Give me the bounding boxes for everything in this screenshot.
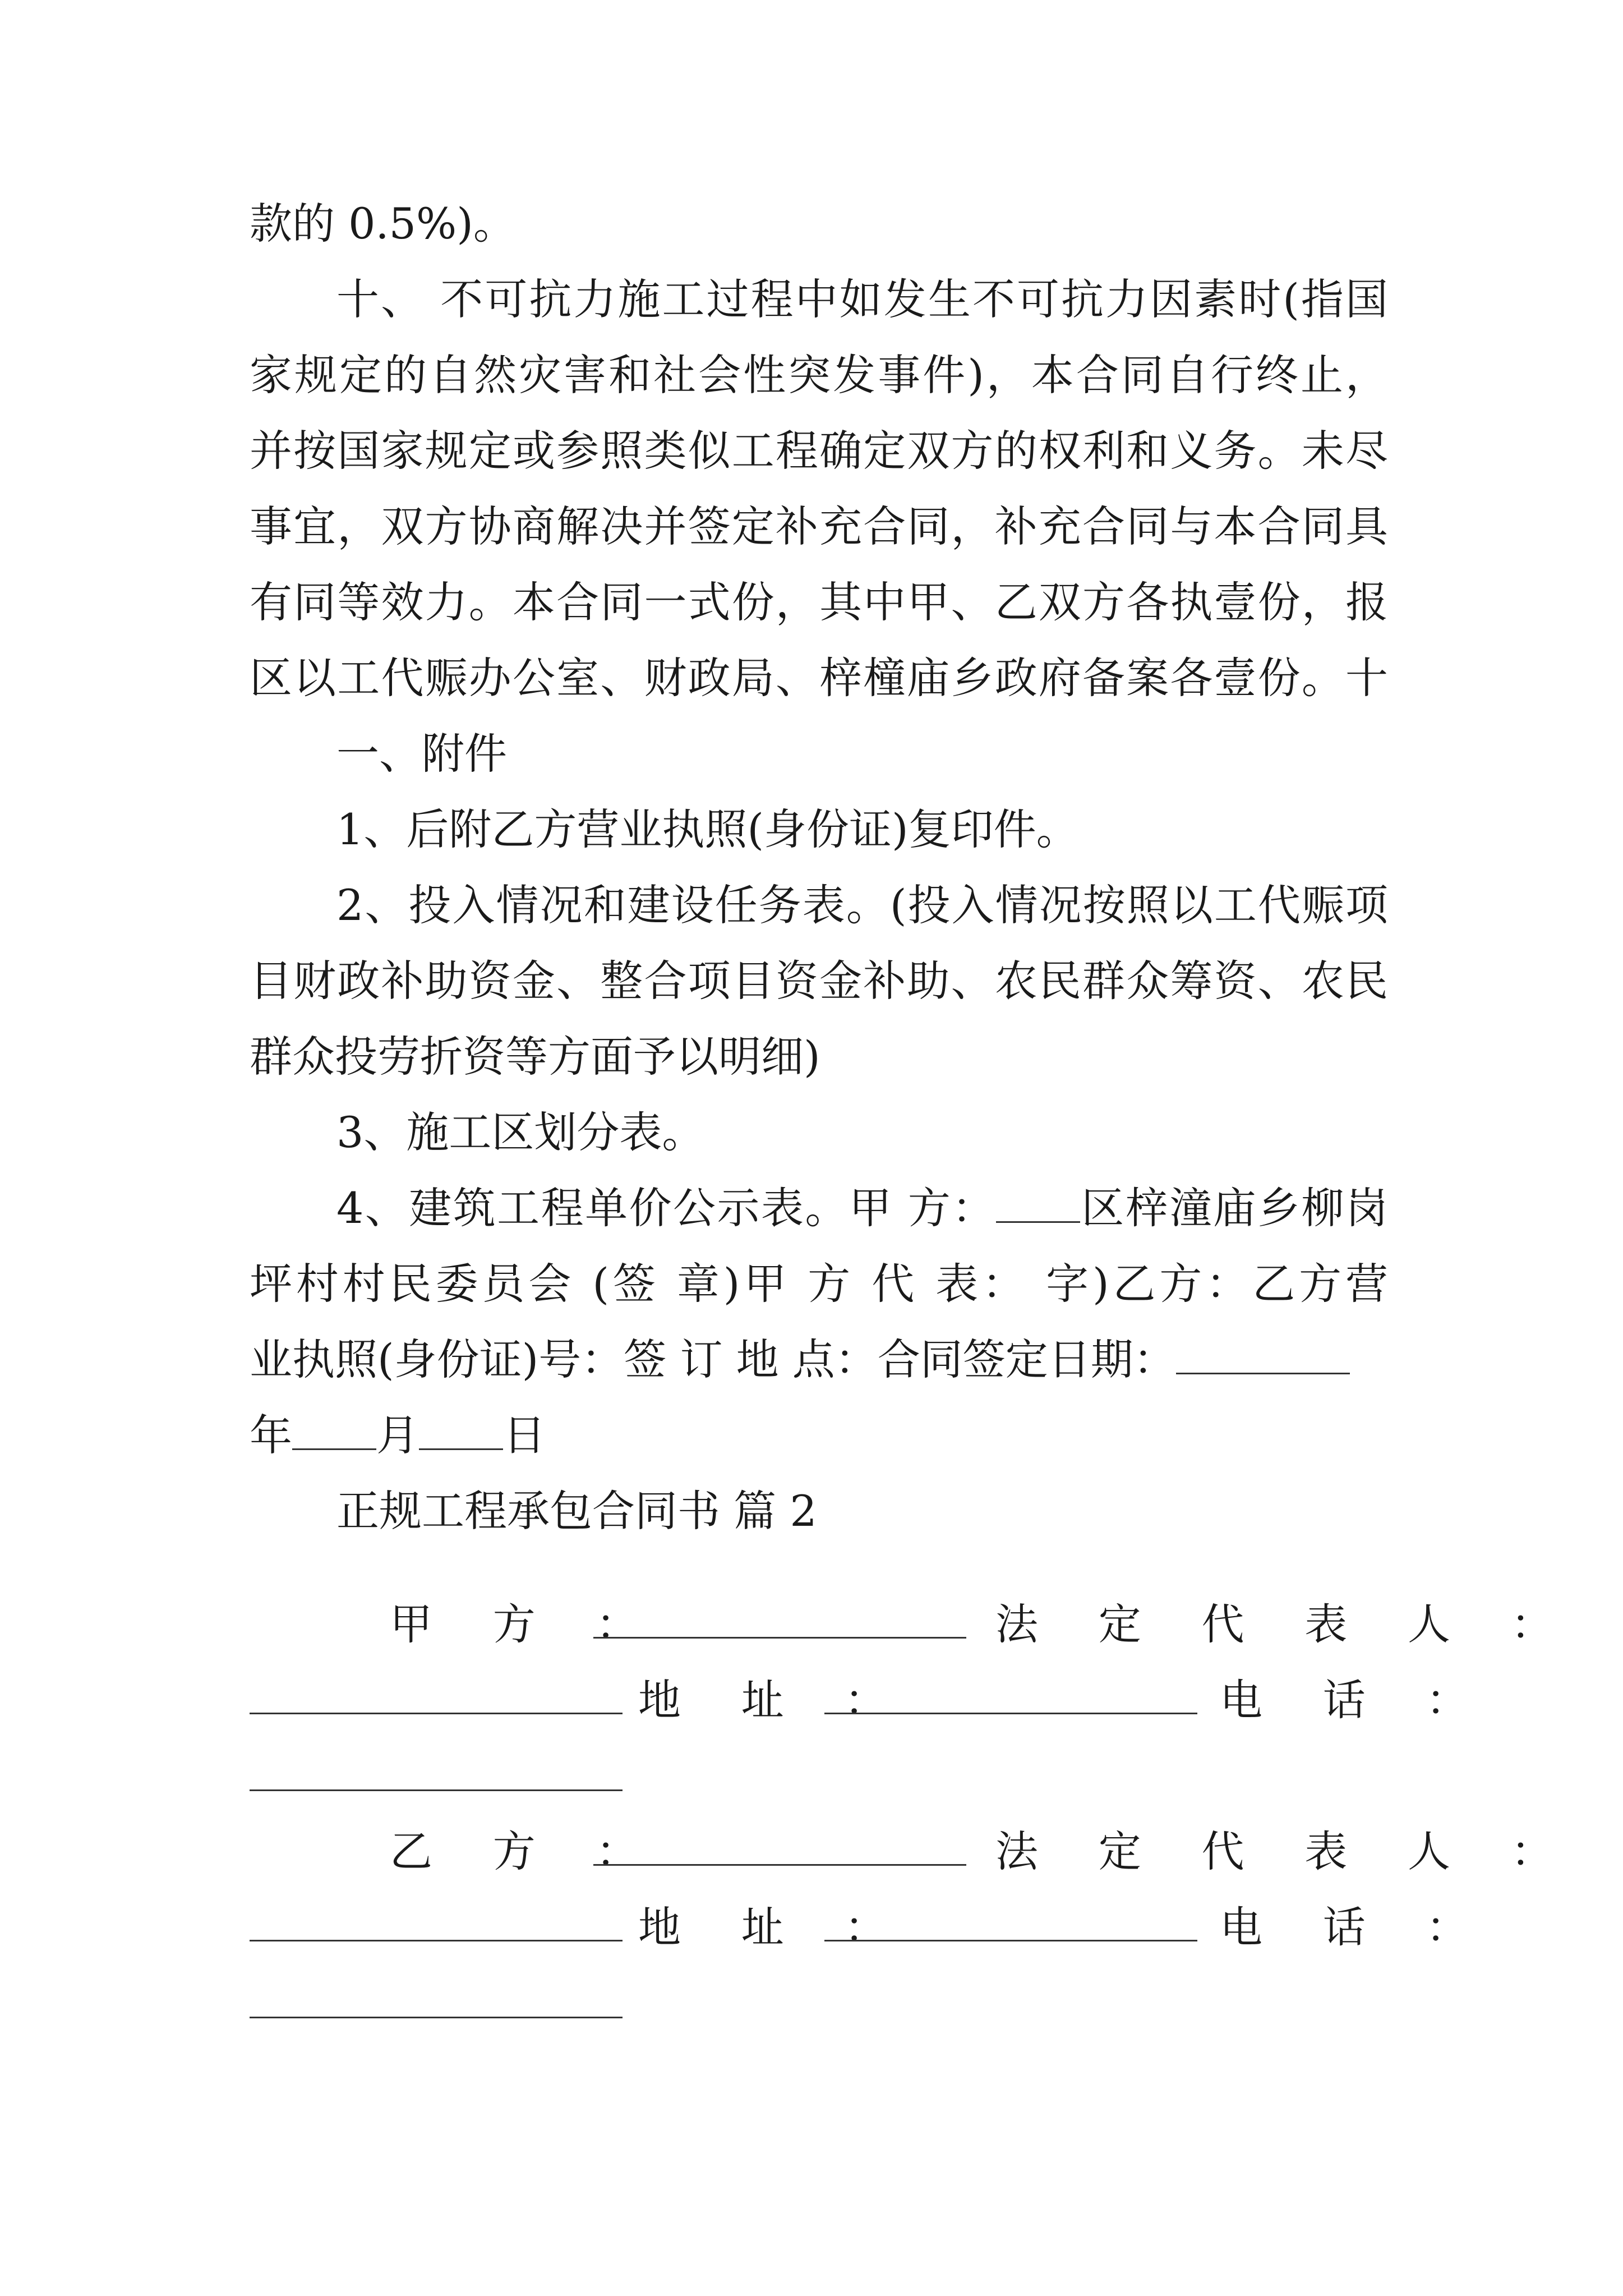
sign-date-blank [1176,1339,1350,1374]
party-b-label: 乙 方 ： [390,1826,662,1876]
attachments-heading: 一、附件 [336,729,507,779]
party-a-name-blank [593,1637,966,1639]
clause-10-line-5: 有同等效力。本合同一式份，其中甲、乙双方各执壹份，报 [250,577,1388,627]
party-a-address-blank [824,1713,1197,1714]
date-line [250,1397,1388,1474]
item4-text-a: 4、建筑工程单价公示表。甲 方： [336,1183,996,1233]
party-b-name-blank [593,1864,966,1866]
body-line-1: 款的 0.5%)。 [250,199,516,249]
date-month: 月 [376,1410,419,1460]
date-day: 日 [503,1410,546,1460]
attachment-item-2-line-2: 目财政补助资金、整合项目资金补助、农民群众筹资、农民 [250,956,1388,1006]
signature-line-1: 坪村村民委员会 (签 章)甲 方 代 表： 字)乙方：乙方营 [250,1259,1388,1309]
party-b-phone-blank [250,2017,623,2018]
section-title: 正规工程承包合同书 篇 2 [336,1486,817,1536]
party-a-rep-blank [250,1713,623,1714]
district-blank [996,1188,1080,1223]
clause-10-line-3: 并按国家规定或参照类似工程确定双方的权利和义务。未尽 [250,426,1388,476]
party-b-rep-blank [250,1940,623,1941]
attachment-item-2-line-1: 2、投入情况和建设任务表。(投入情况按照以工代赈项 [336,880,1388,930]
attachment-item-4-line-1 [336,1170,1388,1246]
signature-line-2-text: 业执照(身份证)号：签 订 地 点：合同签定日期： [250,1335,1176,1384]
day-blank [419,1415,503,1450]
clause-10-line-6: 区以工代赈办公室、财政局、梓橦庙乡政府备案各壹份。十 [250,653,1388,703]
signature-line-2 [250,1322,1388,1398]
item4-text-b: 区梓潼庙乡柳岗 [1080,1183,1388,1233]
clause-10-line-4: 事宜，双方协商解决并签定补充合同，补充合同与本合同具 [250,501,1388,551]
party-a-phone-label: 电 话 ： [1220,1675,1492,1725]
clause-10-line-1: 十、 不可抗力施工过程中如发生不可抗力因素时(指国 [336,274,1388,324]
party-b-address-blank [824,1940,1197,1941]
attachment-item-1: 1、后附乙方营业执照(身份证)复印件。 [336,804,1079,854]
month-blank [292,1415,376,1450]
attachment-item-2-line-3: 群众投劳折资等方面予以明细) [250,1032,820,1082]
party-a-address-label: 地 址 ： [638,1675,911,1725]
party-a-rep-label: 法 定 代 表 人 ： [995,1599,1577,1649]
clause-10-line-2: 家规定的自然灾害和社会性突发事件)，本合同自行终止， [250,350,1388,400]
party-b-rep-label: 法 定 代 表 人 ： [995,1826,1577,1876]
party-b-address-label: 地 址 ： [638,1902,911,1952]
party-a-label: 甲 方 ： [390,1599,662,1649]
attachment-item-3: 3、施工区划分表。 [336,1107,705,1157]
party-b-phone-label: 电 话 ： [1220,1902,1492,1952]
date-year: 年 [250,1410,292,1460]
party-a-phone-blank [250,1789,623,1791]
